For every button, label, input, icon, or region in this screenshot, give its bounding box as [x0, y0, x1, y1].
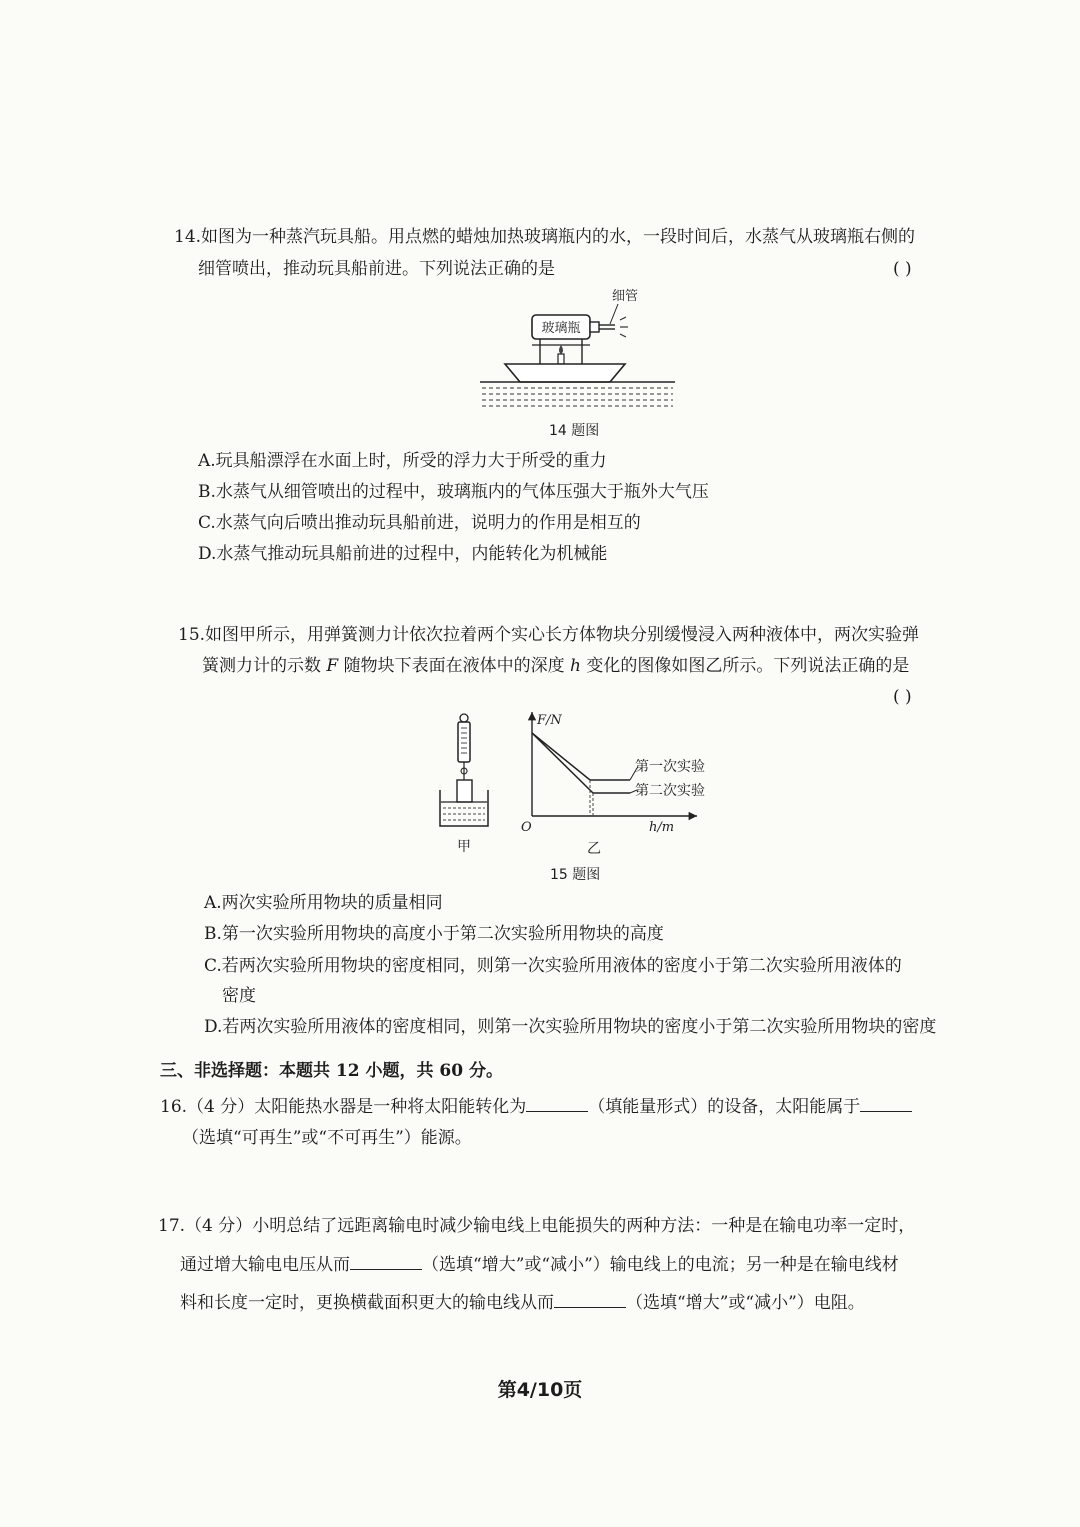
q15-answer-paren: ( ) [893, 687, 912, 707]
q15-stem-line2: 簧测力计的示数 F 随物块下表面在液体中的深度 h 变化的图像如图乙所示。下列说法正确的是 [202, 656, 910, 676]
origin-label: O [521, 820, 532, 835]
q16-blank-1[interactable] [526, 1093, 588, 1112]
q15-option-b: B.第一次实验所用物块的高度小于第二次实验所用物块的高度 [204, 924, 664, 944]
q14-caption: 14 题图 [549, 423, 600, 439]
spring-scale-figure [430, 710, 500, 840]
q15-option-a: A.两次实验所用物块的质量相同 [204, 893, 443, 913]
q14-stem-line1: 14.如图为一种蒸汽玩具船。用点燃的蜡烛加热玻璃瓶内的水，一段时间后，水蒸气从玻璃瓶右侧的 [174, 227, 916, 247]
page-number: 第4/10页 [497, 1379, 583, 1401]
q16-line1: 16.（4 分）太阳能热水器是一种将太阳能转化为 （填能量形式）的设备，太阳能属于 [160, 1093, 912, 1118]
q15-option-c: C.若两次实验所用物块的密度相同，则第一次实验所用液体的密度小于第二次实验所用液体的 [204, 956, 902, 976]
q15-option-c-cont: 密度 [222, 986, 256, 1006]
q16-blank-2[interactable] [860, 1093, 912, 1112]
tube-label: 细管 [612, 289, 639, 304]
q15-caption: 15 题图 [550, 867, 601, 883]
steam-boat-figure [470, 282, 690, 417]
q17-blank-2[interactable] [554, 1289, 626, 1308]
q15-stem-line1: 15.如图甲所示，用弹簧测力计依次拉着两个实心长方体物块分别缓慢浸入两种液体中，两次实验弹 [178, 625, 920, 645]
q14-answer-paren: ( ) [893, 259, 912, 279]
q15-option-d: D.若两次实验所用液体的密度相同，则第一次实验所用物块的密度小于第二次实验所用物块的密度 [204, 1017, 937, 1037]
bottle-label: 玻璃瓶 [541, 321, 581, 336]
axis-x-label: h/m [649, 820, 675, 835]
label-yi: 乙 [587, 841, 601, 857]
section-3-heading: 三、非选择题：本题共 12 小题，共 60 分。 [160, 1061, 503, 1081]
q16-line2: （选填“可再生”或“不可再生”）能源。 [182, 1128, 472, 1148]
label-jia: 甲 [457, 839, 471, 855]
axis-y-label: F/N [537, 713, 562, 728]
q14-option-b: B.水蒸气从细管喷出的过程中，玻璃瓶内的气体压强大于瓶外大气压 [198, 482, 709, 502]
q17-line1: 17.（4 分）小明总结了远距离输电时减少输电线上电能损失的两种方法：一种是在输电功率一定时， [158, 1216, 916, 1236]
q14-stem-line2: 细管喷出，推动玩具船前进。下列说法正确的是 [198, 259, 555, 279]
legend-second: 第二次实验 [635, 783, 705, 799]
q17-line3: 料和长度一定时，更换横截面积更大的输电线从而 （选填“增大”或“减小”）电阻。 [180, 1289, 865, 1314]
legend-first: 第一次实验 [635, 759, 705, 775]
series-first [532, 733, 630, 780]
q14-option-c: C.水蒸气向后喷出推动玩具船前进，说明力的作用是相互的 [198, 513, 641, 533]
q14-option-d: D.水蒸气推动玩具船前进的过程中，内能转化为机械能 [198, 544, 608, 564]
series-second [532, 733, 630, 793]
q17-line2: 通过增大输电电压从而 （选填“增大”或“减小”）输电线上的电流；另一种是在输电线材 [180, 1251, 899, 1276]
q14-option-a: A.玩具船漂浮在水面上时，所受的浮力大于所受的重力 [198, 451, 607, 471]
q17-blank-1[interactable] [350, 1251, 422, 1270]
